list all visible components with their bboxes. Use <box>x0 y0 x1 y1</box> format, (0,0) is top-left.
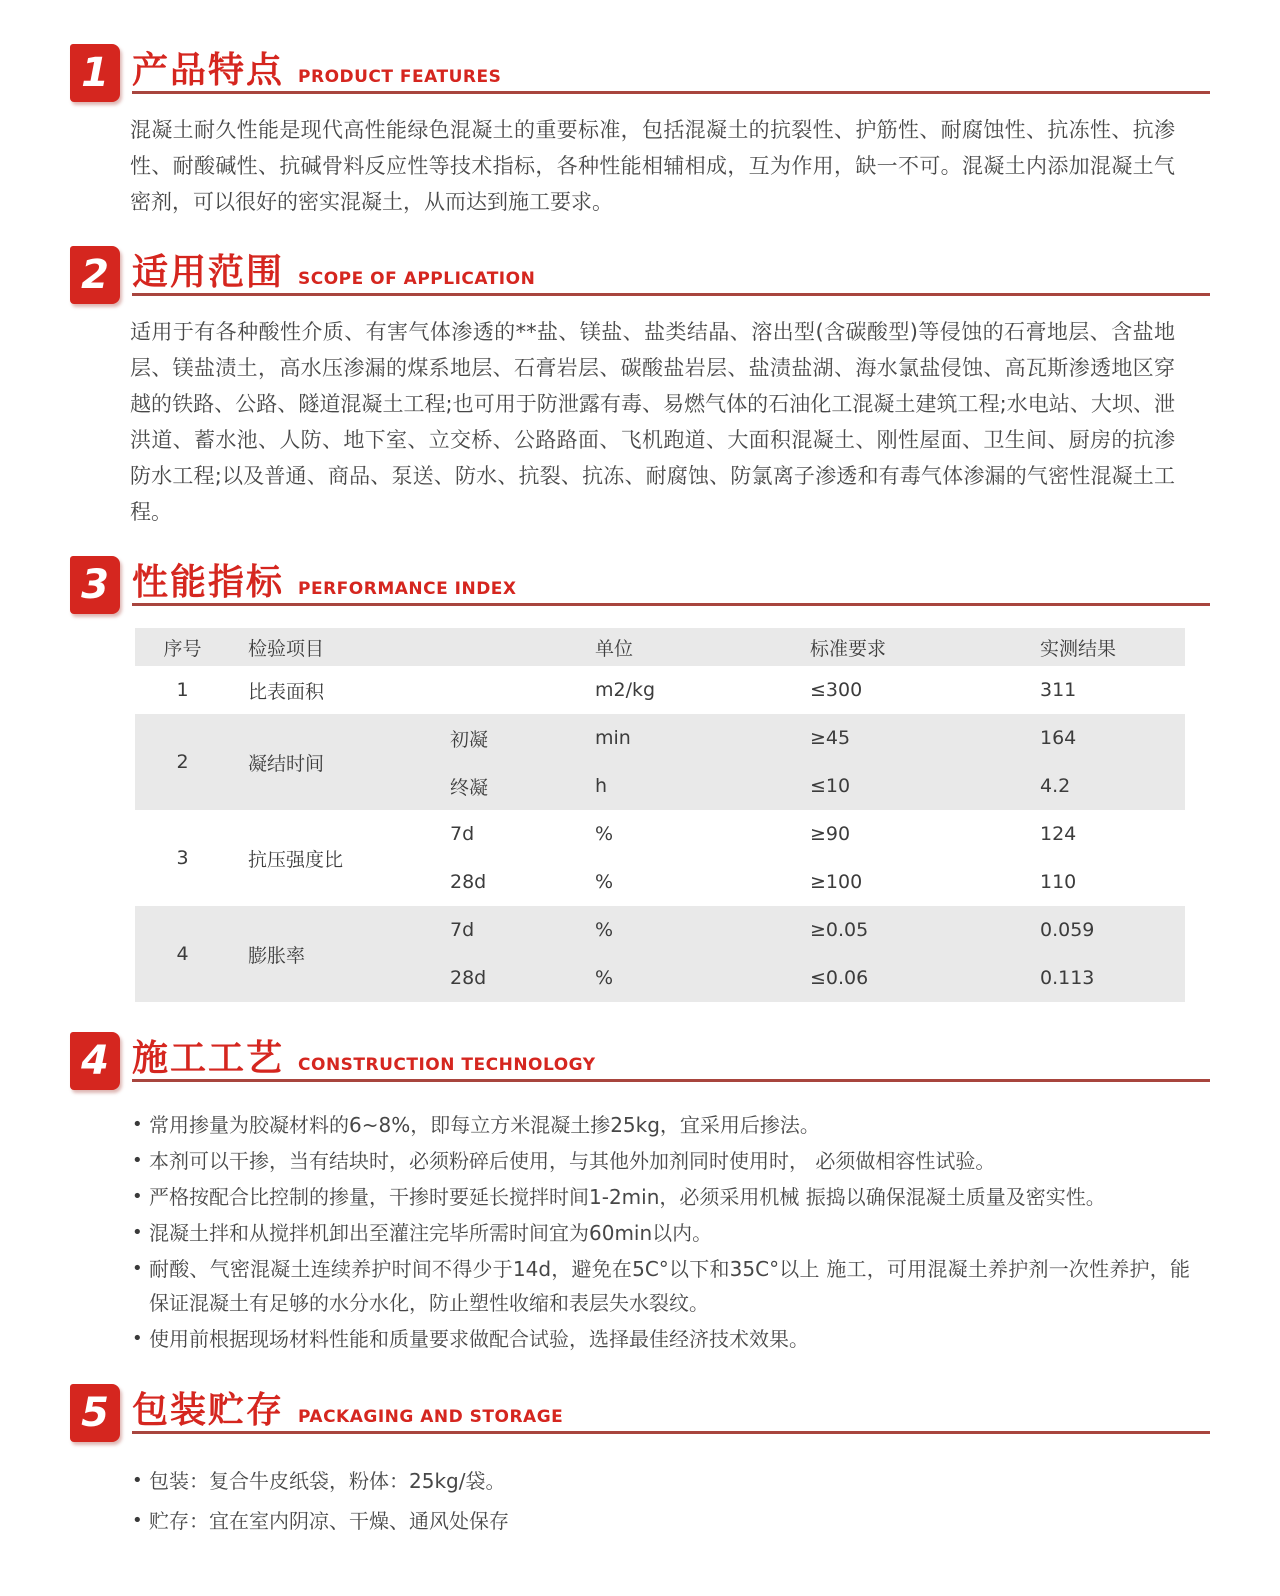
cell-std: ≥45 <box>810 727 851 749</box>
list-item: • 严格按配合比控制的掺量，干掺时要延长搅拌时间1-2min，必须采用机械 振捣以确保混凝土质量及密实性。 <box>130 1180 1190 1214</box>
cell-sub: 初凝 <box>450 728 489 751</box>
cell-no: 2 <box>176 751 189 773</box>
section-scope-of-application <box>70 246 1210 530</box>
section-product-features <box>70 44 1210 220</box>
cell-std: ≤10 <box>810 775 851 797</box>
cell-sub: 28d <box>450 967 487 989</box>
section-number: 3 <box>81 562 109 608</box>
section-number-badge <box>70 556 120 614</box>
cell-sub: 7d <box>450 919 475 941</box>
section-packaging-storage <box>70 1384 1210 1538</box>
section-number-badge <box>70 246 120 304</box>
col-header-unit: 单位 <box>595 637 634 660</box>
scope-paragraph: 适用于有各种酸性介质、有害气体渗透的**盐、镁盐、盐类结晶、溶出型(含碳酸型)等侵蚀的石膏地层、含盐地层、镁盐渍土，高水压渗漏的煤系地层、石膏岩层、碳酸盐岩层、盐渍盐湖、海水氯盐侵蚀、高瓦斯渗透地区穿越的铁路、公路、隧道混凝土工程;也可用于防泄露有毒、易燃气体的石油化工混凝土建筑工程;水电站、大坝、泄洪道、蓄水池、人防、地下室、立交桥、公路路面、飞机跑道、大面积混凝土、刚性屋面、卫生间、厨房的抗渗防水工程;以及普通、商品、泵送、防水、抗裂、抗冻、耐腐蚀、防氯离子渗透和有毒气体渗漏的气密性混凝土工程。 <box>130 320 1175 524</box>
table-header-row <box>135 628 1185 666</box>
cell-std: ≥0.05 <box>810 919 869 941</box>
cell-result: 311 <box>1040 679 1077 701</box>
cell-result: 164 <box>1040 727 1077 749</box>
table-row <box>135 906 1185 954</box>
product-features-paragraph: 混凝土耐久性能是现代高性能绿色混凝土的重要标准，包括混凝土的抗裂性、护筋性、耐腐蚀性、抗冻性、抗渗性、耐酸碱性、抗碱骨料反应性等技术指标，各种性能相辅相成，互为作用，缺一不可。混凝土内添加混凝土气密剂，可以很好的密实混凝土，从而达到施工要求。 <box>130 118 1175 214</box>
section-3-header <box>70 556 1210 614</box>
list-item: • 使用前根据现场材料性能和质量要求做配合试验，选择最佳经济技术效果。 <box>130 1322 1190 1356</box>
section-title-en: PACKAGING AND STORAGE <box>298 1406 564 1427</box>
cell-unit: % <box>595 871 614 893</box>
cell-no: 1 <box>176 679 189 701</box>
cell-std: ≥90 <box>810 823 851 845</box>
cell-unit: min <box>595 727 631 749</box>
list-item: • 贮存：宜在室内阴凉、干燥、通风处保存 <box>130 1504 1190 1538</box>
construction-bullet-list <box>130 1108 1190 1356</box>
section-construction-technology <box>70 1032 1210 1356</box>
packaging-bullet-list <box>130 1464 1190 1538</box>
cell-std: ≥100 <box>810 871 863 893</box>
cell-std: ≤0.06 <box>810 967 869 989</box>
table-row <box>135 666 1185 714</box>
section-title-en: SCOPE OF APPLICATION <box>298 268 536 289</box>
col-header-std: 标准要求 <box>810 637 887 660</box>
section-title-zh: 产品特点 <box>132 50 285 92</box>
section-title-en: PERFORMANCE INDEX <box>298 578 517 599</box>
section-title-en: PRODUCT FEATURES <box>298 66 502 87</box>
section-title-line <box>132 246 1210 296</box>
cell-result: 0.059 <box>1040 919 1095 941</box>
col-header-item: 检验项目 <box>248 637 325 660</box>
cell-result: 110 <box>1040 871 1077 893</box>
section-title-line <box>132 556 1210 606</box>
section-number-badge <box>70 44 120 102</box>
cell-std: ≤300 <box>810 679 863 701</box>
table-row <box>135 810 1185 858</box>
section-number: 4 <box>81 1038 109 1084</box>
section-number: 5 <box>81 1390 109 1436</box>
cell-unit: % <box>595 919 614 941</box>
section-title-zh: 性能指标 <box>132 562 285 604</box>
cell-item: 抗压强度比 <box>248 848 344 871</box>
section-title-line <box>132 1032 1210 1082</box>
section-number: 2 <box>81 252 109 298</box>
section-number-badge <box>70 1032 120 1090</box>
col-header-no: 序号 <box>163 637 202 660</box>
cell-unit: m2/kg <box>595 679 656 701</box>
cell-no: 3 <box>176 847 189 869</box>
section-title-en: CONSTRUCTION TECHNOLOGY <box>298 1054 596 1075</box>
section-title-zh: 包装贮存 <box>132 1390 285 1432</box>
list-item: • 包装：复合牛皮纸袋，粉体：25kg/袋。 <box>130 1464 1190 1498</box>
section-title-line <box>132 44 1210 94</box>
col-header-result: 实测结果 <box>1040 637 1117 660</box>
performance-table <box>135 628 1185 1002</box>
section-4-header <box>70 1032 1210 1090</box>
section-title-zh: 适用范围 <box>132 252 285 294</box>
cell-unit: % <box>595 823 614 845</box>
cell-sub: 7d <box>450 823 475 845</box>
section-performance-index <box>70 556 1210 1002</box>
section-1-header <box>70 44 1210 102</box>
cell-result: 0.113 <box>1040 967 1095 989</box>
cell-item: 膨胀率 <box>248 944 306 967</box>
cell-result: 4.2 <box>1040 775 1071 797</box>
section-title-line <box>132 1384 1210 1434</box>
list-item: • 常用掺量为胶凝材料的6~8%，即每立方米混凝土掺25kg，宜采用后掺法。 <box>130 1108 1190 1142</box>
cell-result: 124 <box>1040 823 1077 845</box>
section-2-header <box>70 246 1210 304</box>
list-item: • 混凝土拌和从搅拌机卸出至灌注完毕所需时间宜为60min以内。 <box>130 1216 1190 1250</box>
list-item: • 本剂可以干掺，当有结块时，必须粉碎后使用，与其他外加剂同时使用时， 必须做相容性试验。 <box>130 1144 1190 1178</box>
cell-item: 凝结时间 <box>248 752 325 775</box>
cell-item: 比表面积 <box>248 680 325 703</box>
list-item: • 耐酸、气密混凝土连续养护时间不得少于14d，避免在5C°以下和35C°以上 施工，可用混凝土养护剂一次性养护，能保证混凝土有足够的水分水化，防止塑性收缩和表层失水裂纹。 <box>130 1252 1190 1320</box>
section-5-header <box>70 1384 1210 1442</box>
cell-sub: 终凝 <box>450 776 489 799</box>
cell-unit: % <box>595 967 614 989</box>
cell-no: 4 <box>176 943 189 965</box>
section-number-badge <box>70 1384 120 1442</box>
cell-sub: 28d <box>450 871 487 893</box>
table-row <box>135 714 1185 762</box>
cell-unit: h <box>595 775 608 797</box>
section-number: 1 <box>81 50 109 96</box>
section-title-zh: 施工工艺 <box>132 1038 285 1080</box>
